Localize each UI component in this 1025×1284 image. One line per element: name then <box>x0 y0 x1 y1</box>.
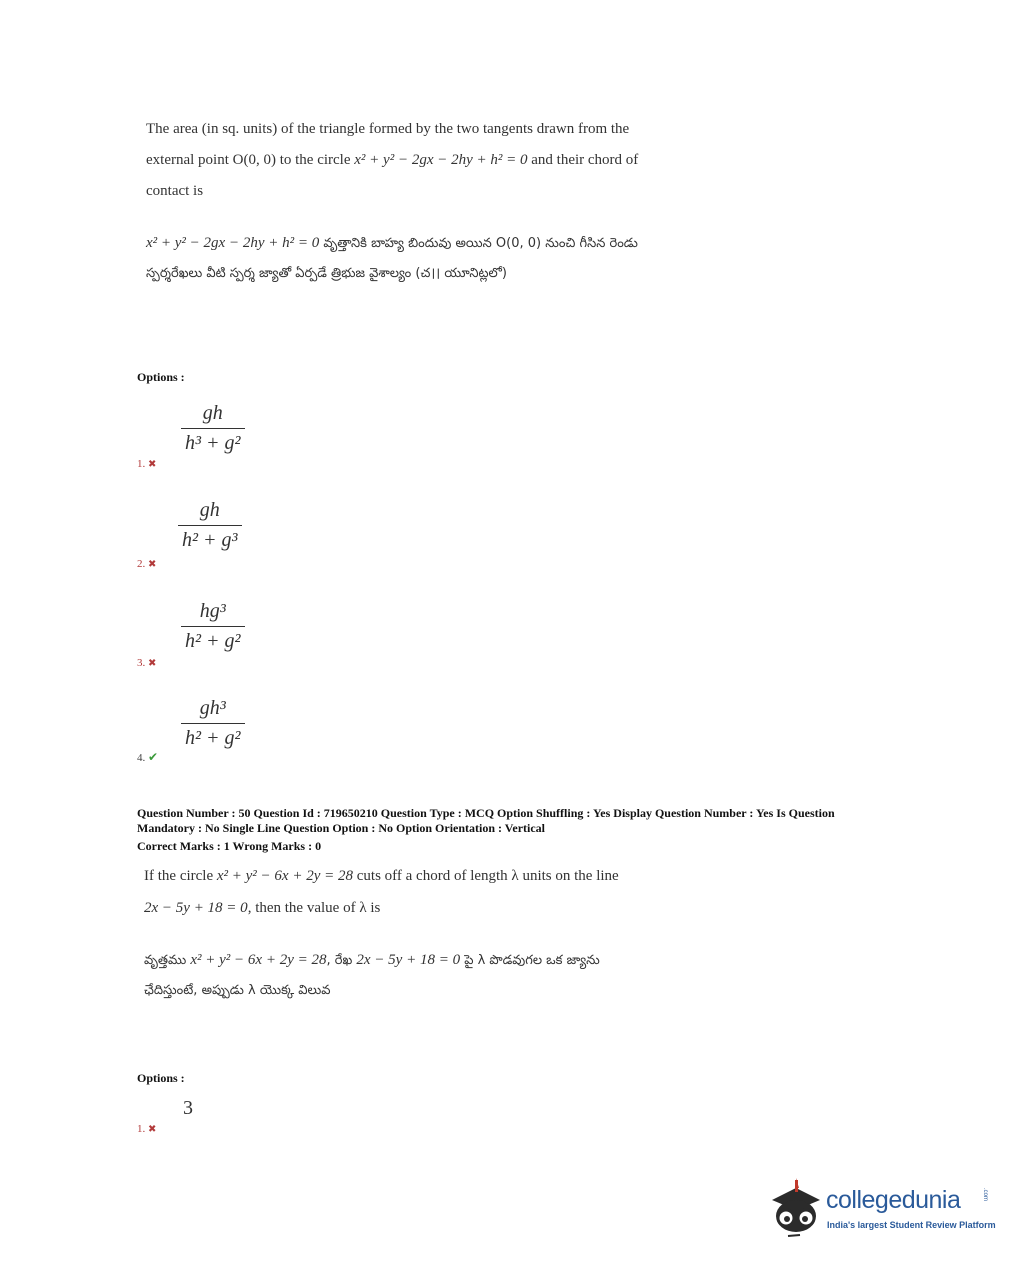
q49-option2-marker: 2. ✖ <box>137 558 157 570</box>
q49-en-line3: contact is <box>146 183 204 199</box>
correct-check-icon: ✔ <box>148 750 159 764</box>
q50-telugu-text <box>144 945 764 1006</box>
wrong-cross-icon: ✖ <box>148 459 157 470</box>
logo-brand-name: collegedunia <box>826 1186 961 1214</box>
q49-english-text <box>146 114 726 207</box>
q50-te-line1: వృత్తము x² + y² − 6x + 2y = 28, రేఖ 2x − 5y + 18 = 0 పై λ పొడవుగల ఒక జ్యాను <box>144 952 600 968</box>
q49-telugu-text <box>146 228 746 289</box>
logo-dotcom: .com <box>982 1188 988 1202</box>
q50-meta-line1: Question Number : 50 Question Id : 719650210 Question Type : MCQ Option Shuffling : Yes Display Question Number : Yes Is Question <box>137 806 835 820</box>
q50-meta-line3: Correct Marks : 1 Wrong Marks : 0 <box>137 839 322 853</box>
q49-option2-fraction: $\frac{gh}{\text{h² + g³}}$ <box>178 499 242 552</box>
q50-option1-marker: 1. ✖ <box>137 1123 157 1135</box>
q50-options-label: Options : <box>137 1071 185 1085</box>
wrong-cross-icon: ✖ <box>148 658 157 669</box>
q49-en-line1: The area (in sq. units) of the triangle formed by the two tangents drawn from the <box>146 121 630 137</box>
q49-options-label: Options : <box>137 370 185 384</box>
q49-te-line1: x² + y² − 2gx − 2hy + h² = 0 వృత్తానికి బాహ్య బిందువు అయిన O(0, 0) నుంచి గీసిన రెండు <box>146 235 638 251</box>
q49-option3-marker: 3. ✖ <box>137 657 157 669</box>
wrong-cross-icon: ✖ <box>148 559 157 570</box>
wrong-cross-icon: ✖ <box>148 1124 157 1135</box>
q50-en-line2: 2x − 5y + 18 = 0, then the value of λ is <box>144 900 381 916</box>
student-mascot-icon <box>766 1178 826 1248</box>
q49-option3-fraction: $\frac{\text{hg³}}{\text{h² + g²}}$ <box>181 600 245 653</box>
q50-option1-value: 3 <box>183 1097 193 1119</box>
q50-en-line1: If the circle x² + y² − 6x + 2y = 28 cuts off a chord of length λ units on the line <box>144 868 619 884</box>
logo-tagline: India's largest Student Review Platform <box>827 1220 996 1230</box>
q50-english-text <box>144 860 744 924</box>
q50-meta-line2: Mandatory : No Single Line Question Option : No Option Orientation : Vertical <box>137 821 546 835</box>
q49-option4-fraction: $\frac{\text{gh³}}{\text{h² + g²}}$ <box>181 697 245 750</box>
q49-option1-fraction: $\frac{gh}{\text{h³ + g²}}$ <box>181 402 245 455</box>
q49-te-line2: స్పర్శరేఖలు వీటి స్పర్శ జ్యాతో ఏర్పడే త్రిభుజ వైశాల్యం (చ।। యూనిట్లలో) <box>146 266 507 281</box>
q49-option1-marker: 1. ✖ <box>137 458 157 470</box>
q49-option4-marker: 4. ✔ <box>137 750 159 764</box>
q50-metadata <box>137 806 937 854</box>
q50-te-line2: ఛేదిస్తుంటే, అప్పుడు λ యొక్క విలువ <box>144 983 331 998</box>
q49-en-line2: external point O(0, 0) to the circle x² + y² − 2gx − 2hy + h² = 0 and their chord of <box>146 152 639 168</box>
collegedunia-logo <box>766 1178 996 1248</box>
